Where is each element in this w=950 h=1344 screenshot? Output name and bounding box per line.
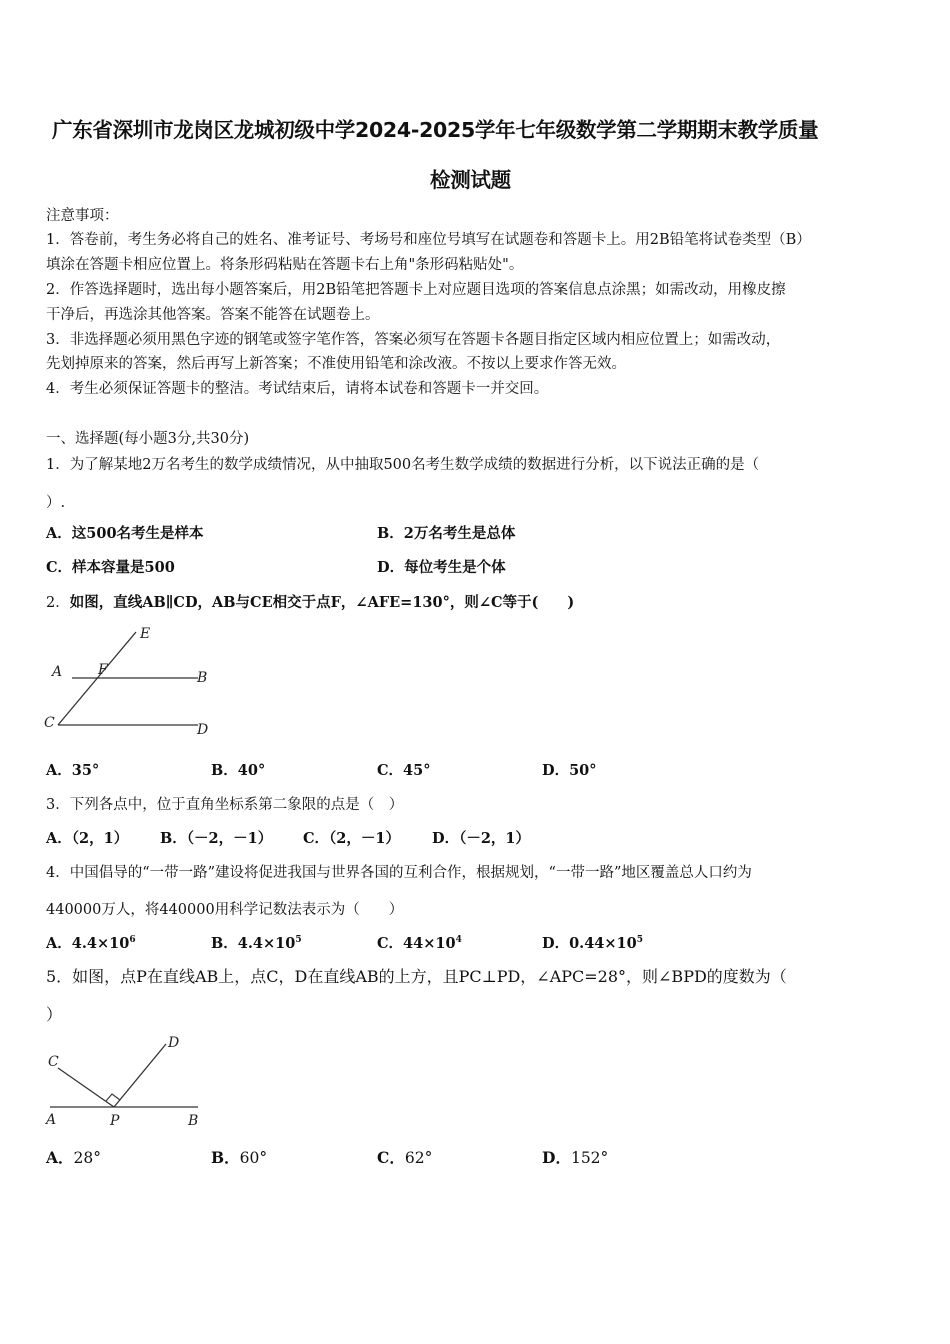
right-angle-mark — [106, 1094, 120, 1101]
notice-line: 干净后，再选涂其他答案。答案不能答在试题卷上。 — [46, 307, 380, 323]
option-d[interactable]: D．（－2，1） — [432, 830, 531, 847]
option-c[interactable] — [46, 556, 175, 577]
option-b[interactable]: B．（－2，－1） — [160, 830, 273, 847]
parallel-lines-figure — [40, 622, 220, 742]
option-a[interactable] — [46, 522, 204, 543]
option-a[interactable]: A．（2，1） — [46, 830, 129, 847]
label-d: D — [168, 1035, 180, 1051]
option-b[interactable]: B．$4.4\times 10^5$ — [211, 935, 302, 952]
label-a: A — [52, 664, 63, 680]
ray-pd — [114, 1044, 166, 1107]
label-b: B — [188, 1113, 199, 1129]
option-a[interactable]: A．$4.4\times 10^6$ — [46, 935, 136, 952]
ray-pc — [58, 1068, 114, 1107]
option-b[interactable] — [377, 522, 515, 543]
notice-line: 4．考生必须保证答题卡的整洁。考试结束后，请将本试卷和答题卡一并交回。 — [46, 381, 549, 397]
label-b: B — [197, 670, 208, 686]
notice-line: 填涂在答题卡相应位置上。将条形码粘贴在答题卡右上角"条形码粘贴处"。 — [46, 257, 524, 273]
option-label: A． — [46, 525, 72, 542]
question-text: 1．为了解某地2万名考生的数学成绩情况，从中抽取500名考生数学成绩的数据进行分析，以下说法正确的是（ — [46, 457, 760, 473]
option-c[interactable]: C．62° — [377, 1148, 433, 1167]
option-d[interactable]: D．50° — [542, 762, 597, 779]
page-title-line2: 检测试题 — [430, 168, 511, 192]
label-c: C — [48, 1054, 59, 1070]
label-f: F — [98, 662, 108, 678]
notice-line: 2．作答选择题时，选出每小题答案后，用2B铅笔把答题卡上对应题目选项的答案信息点涂黑；如需改动，用橡皮擦 — [46, 282, 786, 298]
notice-line: 1．答卷前，考生务必将自己的姓名、准考证号、考场号和座位号填写在试题卷和答题卡上。用2B铅笔将试卷类型（B） — [46, 232, 811, 248]
label-e: E — [140, 626, 151, 642]
question-text: 440000万人，将440000用科学记数法表示为（ ） — [46, 902, 404, 918]
option-label: C． — [46, 559, 73, 576]
notice-heading: 注意事项： — [46, 208, 119, 224]
label-d: D — [197, 722, 209, 738]
option-b[interactable]: B．60° — [211, 1148, 268, 1167]
perpendicular-figure — [40, 1030, 215, 1130]
option-c[interactable]: C．（2，－1） — [303, 830, 400, 847]
notice-line: 3．非选择题必须用黑色字迹的钢笔或签字笔作答，答案必须写在答题卡各题目指定区域内相应位置上；如需改动， — [46, 332, 781, 348]
option-d[interactable]: D．$0.44\times 10^5$ — [542, 935, 643, 952]
option-a[interactable]: A．28° — [46, 1148, 102, 1167]
notice-line: 先划掉原来的答案，然后再写上新答案；不准使用铅笔和涂改液。不按以上要求作答无效。 — [46, 356, 626, 372]
question-text: 5．如图，点P在直线AB上，点C，D在直线AB的上方，且PC⊥PD，∠APC=28°，则∠BPD的度数为（ — [46, 967, 787, 986]
page-title-line1: 广东省深圳市龙岗区龙城初级中学2024-2025学年七年级数学第二学期期末教学质量 — [52, 118, 819, 142]
label-a: A — [46, 1112, 57, 1128]
option-text: 样本容量是500 — [72, 559, 175, 576]
question-text: 2．如图，直线AB∥CD，AB与CE相交于点F，∠AFE=130°，则∠C等于( ) — [46, 594, 575, 611]
option-label: B． — [377, 525, 404, 542]
option-c[interactable]: C．45° — [377, 762, 431, 779]
option-text: 2万名考生是总体 — [403, 525, 516, 542]
section-heading: 一、选择题(每小题3分,共30分) — [46, 431, 250, 447]
label-c: C — [44, 715, 55, 731]
question-text: 4．中国倡导的“一带一路”建设将促进我国与世界各国的互利合作，根据规划，“一带一路”地区覆盖总人口约为 — [46, 865, 752, 881]
label-p: P — [110, 1113, 120, 1129]
option-label: D． — [377, 559, 405, 576]
option-a[interactable]: A．35° — [46, 762, 100, 779]
question-text: ） — [46, 1005, 63, 1024]
question-text: 3．下列各点中，位于直角坐标系第二象限的点是（ ） — [46, 797, 404, 813]
option-d[interactable]: D．152° — [542, 1148, 609, 1167]
option-c[interactable]: C．$44\times 10^4$ — [377, 935, 462, 952]
option-text: 这500名考生是样本 — [71, 525, 204, 542]
question-text: ）. — [46, 495, 66, 511]
option-b[interactable]: B．40° — [211, 762, 266, 779]
option-text: 每位考生是个体 — [404, 559, 506, 576]
option-d[interactable] — [377, 556, 506, 577]
